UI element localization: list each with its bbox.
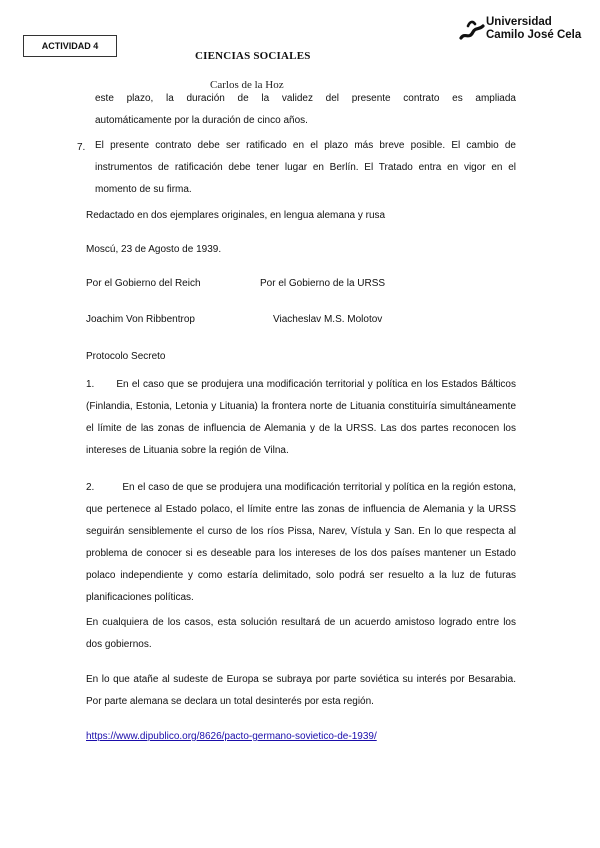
place-date: Moscú, 23 de Agosto de 1939. — [86, 244, 222, 255]
university-logo — [459, 16, 589, 46]
protocol-paragraph-4: En lo que atañe al sudeste de Europa se subraya por parte soviética su interés por Besarabia. Por parte alemana se declara un total desinterés por esta región. — [86, 674, 516, 707]
item-7-number: 7. — [77, 142, 86, 153]
signer-ribbentrop: Joachim Von Ribbentrop — [86, 314, 195, 325]
protocol-point-1 — [86, 374, 516, 462]
drafted-note: Redactado en dos ejemplares originales, en lengua alemana y rusa — [86, 210, 386, 221]
signer-molotov: Viacheslav M.S. Molotov — [273, 314, 383, 325]
point-1-text: En el caso que se produjera una modificación territorial y política en los Estados Bálticos (Finlandia, Estonia, Letonia y Lituania) la frontera norte de Lituania constituiría simultáneamente el límite de las zonas de influencia de Alemania y de la URSS. Las dos partes reconocen los intereses de Lituania sobre la región de Vilna. — [86, 379, 516, 456]
protocol-paragraph-3: En cualquiera de los casos, esta solución resultará de un acuerdo amistoso logrado entre los dos gobiernos. — [86, 617, 516, 650]
continued-line-1: este plazo, la duración de la validez del presente contrato es ampliada — [95, 93, 516, 104]
activity-label: ACTIVIDAD 4 — [41, 41, 99, 51]
point-1-number: 1. — [86, 379, 95, 390]
ucjc-logo-icon — [459, 18, 485, 44]
subject-title: CIENCIAS SOCIALES — [195, 50, 311, 62]
continued-paragraph — [95, 88, 516, 132]
continued-line-2: automáticamente por la duración de cinco años. — [95, 115, 308, 126]
protocol-point-2 — [86, 477, 516, 609]
logo-text — [486, 16, 581, 42]
gov-reich: Por el Gobierno del Reich — [86, 278, 201, 289]
logo-line-2: Camilo José Cela — [486, 29, 582, 41]
activity-label-box — [23, 35, 117, 57]
point-2-number: 2. — [86, 482, 95, 493]
logo-line-1: Universidad — [486, 16, 552, 28]
gov-urss: Por el Gobierno de la URSS — [260, 278, 386, 289]
point-2-text: En el caso de que se produjera una modificación territorial y política en la región estona, que pertenece al Estado polaco, el límite entre las zonas de influencia de Alemania y la URSS seguirán sensiblemente el curso de los ríos Pissa, Narev, Vístula y San. En lo que respecta al problema de conocer si es deseable para los intereses de los dos países mantener un Estado polaco independiente y como estaría delimitado, solo podrá ser resuelto a la luz de futuras planificaciones políticas. — [86, 482, 516, 603]
author-name: Carlos de la Hoz — [210, 79, 284, 91]
item-7-text: El presente contrato debe ser ratificado en el plazo más breve posible. El cambio de instrumentos de ratificación debe tener lugar en Berlín. El Tratado entra en vigor en el momento de su firma. — [95, 140, 516, 195]
protocol-title: Protocolo Secreto — [86, 351, 166, 362]
source-link[interactable]: https://www.dipublico.org/8626/pacto-germano-sovietico-de-1939/ — [86, 731, 377, 742]
